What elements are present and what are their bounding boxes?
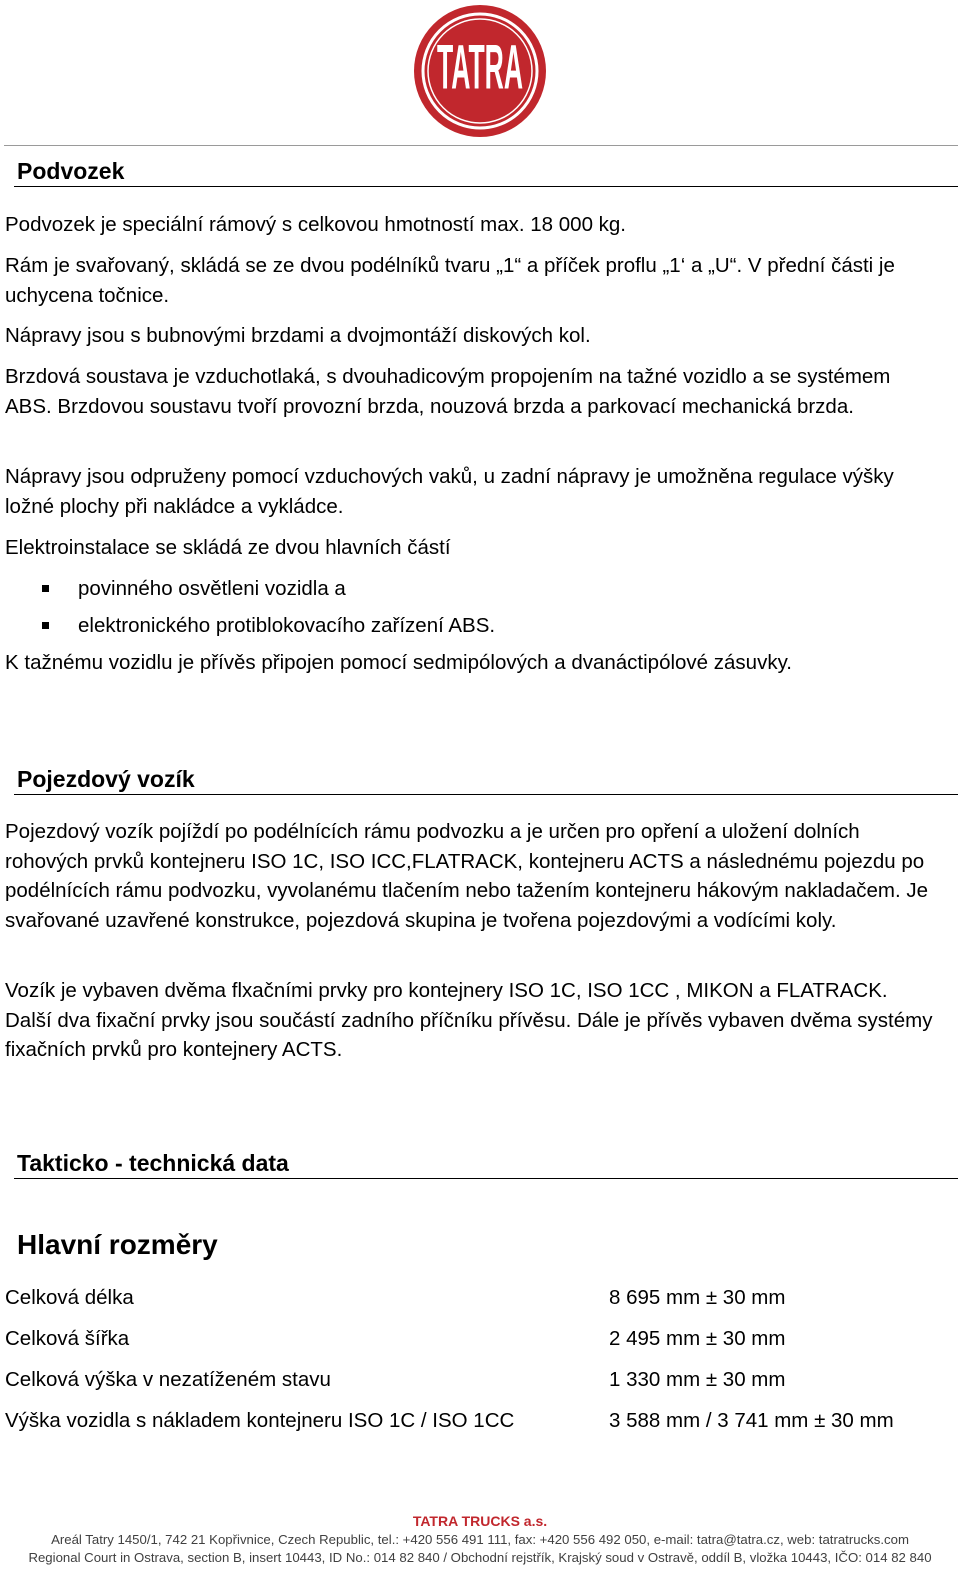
header-divider xyxy=(4,145,958,146)
paragraph: Vozík je vybaven dvěma flxačními prvky pro kontejnery ISO 1C, ISO 1CC , MIKON a FLATRACK. Další dva fixační prvky jsou součástí zadního příčníku přívěsu. Dále je přívěs vybaven dvěma systémy fixačních prvků pro kontejnery ACTS. xyxy=(5,979,933,1061)
list-item-text: elektronického protiblokovacího zařízení ABS. xyxy=(78,614,496,637)
paragraph: K tažnému vozidlu je přívěs připojen pomocí sedmipólových a dvanáctipólové zásuvky. xyxy=(5,651,792,674)
bullet-square-icon xyxy=(42,622,49,629)
bullet-square-icon xyxy=(42,585,49,592)
section-divider xyxy=(14,794,958,795)
dimension-value: 1 330 mm ± 30 mm xyxy=(609,1368,786,1391)
footer-company-name: TATRA TRUCKS a.s. xyxy=(412,1513,548,1529)
paragraph: Brzdová soustava je vzduchotlaká, s dvouhadicovým propojením na tažné vozidlo a se systémem ABS. Brzdovou soustavu tvoří provozní brzda, nouzová brzda a parkovací mechanická brzda. xyxy=(5,365,891,418)
section-heading-pojezdovy-vozik: Pojezdový vozík xyxy=(17,766,195,792)
paragraph: Pojezdový vozík pojíždí po podélnících rámu podvozku a je určen pro opření a uložení dolních rohových prvků kontejneru ISO 1C, ISO ICC,FLATRACK, kontejneru ACTS a následnému pojezdu po podélnících rámu podvozku, vyvolanému tlačením nebo tažením kontejneru hákovým nakladačem. Je svařované uzavřené konstrukce, pojezdová skupina je tvořena pojezdovými a vodícími koly. xyxy=(5,820,929,932)
section-divider xyxy=(14,186,958,187)
dimension-value: 3 588 mm / 3 741 mm ± 30 mm xyxy=(609,1409,894,1432)
paragraph: Nápravy jsou s bubnovými brzdami a dvojmontáží diskových kol. xyxy=(5,324,591,347)
dimension-value: 2 495 mm ± 30 mm xyxy=(609,1327,786,1350)
subheading-hlavni-rozmery: Hlavní rozměry xyxy=(17,1229,218,1260)
tatra-logo-graphic xyxy=(413,4,547,138)
dimension-label: Výška vozidla s nákladem kontejneru ISO 1C / ISO 1CC xyxy=(5,1409,515,1432)
dimension-label: Celková výška v nezatíženém stavu xyxy=(5,1368,331,1391)
paragraph: Rám je svařovaný, skládá se ze dvou podélníků tvaru „1“ a příček proflu „1‘ a „U“. V přední části je uchycena točnice. xyxy=(5,254,895,307)
paragraph: Podvozek je speciální rámový s celkovou hmotností max. 18 000 kg. xyxy=(5,213,627,236)
tatra-logo xyxy=(413,4,547,138)
footer-address: Areál Tatry 1450/1, 742 21 Kopřivnice, Czech Republic, tel.: +420 556 491 111, fax: +420 556 492 050, e-mail: tatra@tatra.cz, web: tatratrucks.com xyxy=(51,1532,909,1547)
section-divider xyxy=(14,1178,958,1179)
dimension-row xyxy=(5,1406,935,1436)
dimension-value: 8 695 mm ± 30 mm xyxy=(609,1286,786,1309)
section-heading-podvozek: Podvozek xyxy=(17,158,125,184)
dimension-row xyxy=(5,1324,935,1354)
dimension-label: Celková šířka xyxy=(5,1327,130,1350)
list-item-text: povinného osvětleni vozidla a xyxy=(78,577,346,600)
paragraph: Nápravy jsou odpruženy pomocí vzduchových vaků, u zadní nápravy je umožněna regulace výšky ložné plochy při nakládce a vykládce. xyxy=(5,465,894,518)
dimension-row xyxy=(5,1365,935,1395)
paragraph: Elektroinstalace se skládá ze dvou hlavních částí xyxy=(5,536,451,559)
dimension-label: Celková délka xyxy=(5,1286,134,1309)
footer-registry: Regional Court in Ostrava, section B, insert 10443, ID No.: 014 82 840 / Obchodní rejstřík, Krajský soud v Ostravě, oddíl B, vložka 10443, IČO: 014 82 840 xyxy=(28,1550,932,1565)
section-heading-takticko-technicka-data: Takticko - technická data xyxy=(17,1150,289,1176)
dimension-row xyxy=(5,1283,935,1313)
logo-wordmark: TATRA xyxy=(437,33,523,103)
